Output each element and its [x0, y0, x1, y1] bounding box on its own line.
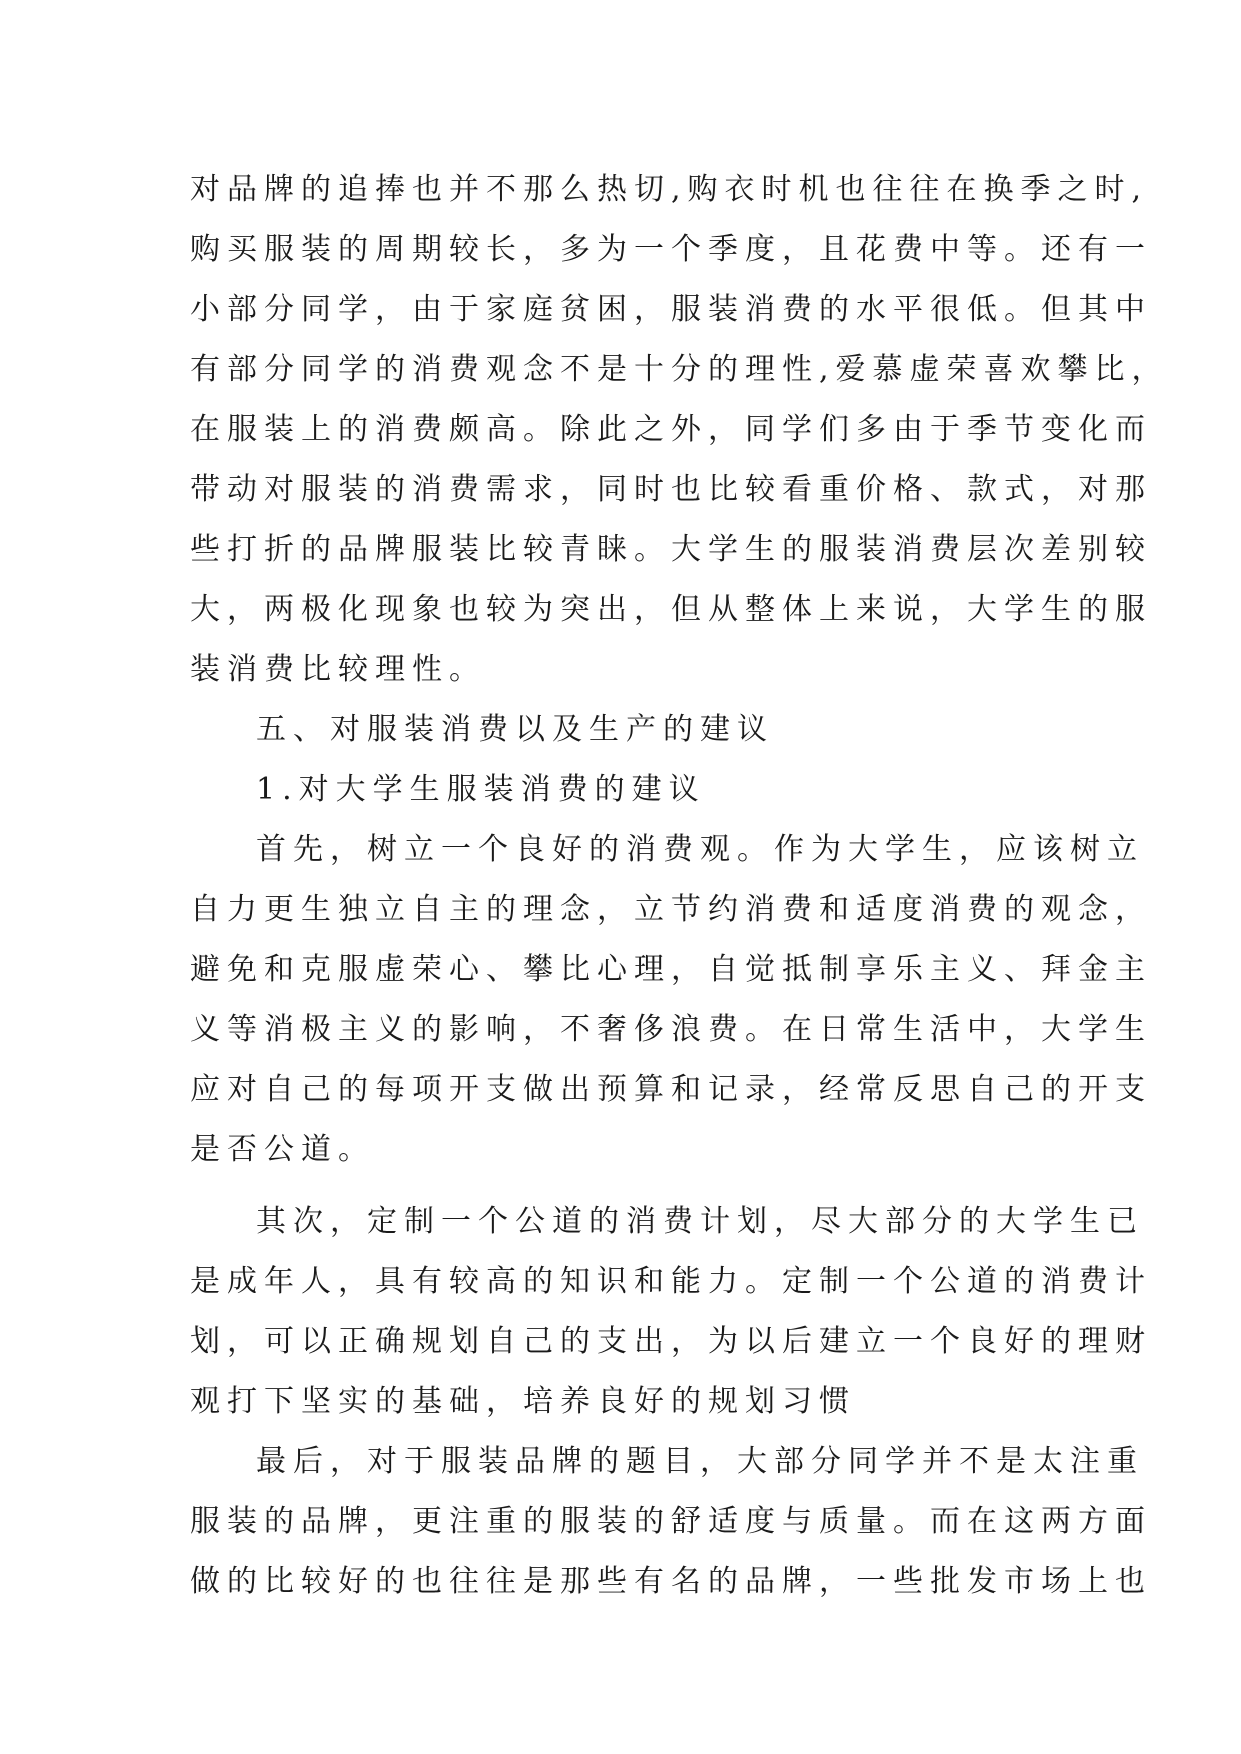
paragraph-first-line: 其次，定制一个公道的消费计划，尽大部分的大学生已 — [256, 1204, 1144, 1239]
text-line: 观打下坚实的基础，培养良好的规划习惯 — [190, 1384, 856, 1419]
text-line: 避免和克服虚荣心、攀比心理，自觉抵制享乐主义、拜金主 — [190, 952, 1152, 987]
text-line: 小部分同学，由于家庭贫困，服装消费的水平很低。但其中 — [190, 292, 1152, 327]
text-line: 做的比较好的也往往是那些有名的品牌，一些批发市场上也 — [190, 1564, 1152, 1599]
text-line: 对品牌的追捧也并不那么热切,购衣时机也往往在换季之时, — [190, 172, 1149, 207]
text-line: 是否公道。 — [190, 1132, 375, 1167]
text-line: 大，两极化现象也较为突出，但从整体上来说，大学生的服 — [190, 592, 1152, 627]
section-heading: 五、对服装消费以及生产的建议 — [256, 712, 774, 747]
text-line: 应对自己的每项开支做出预算和记录，经常反思自己的开支 — [190, 1072, 1152, 1107]
paragraph-first-line: 最后，对于服装品牌的题目，大部分同学并不是太注重 — [256, 1444, 1144, 1479]
text-line: 装消费比较理性。 — [190, 652, 486, 687]
text-line: 带动对服装的消费需求，同时也比较看重价格、款式，对那 — [190, 472, 1152, 507]
text-line: 是成年人，具有较高的知识和能力。定制一个公道的消费计 — [190, 1264, 1152, 1299]
text-line: 在服装上的消费颇高。除此之外，同学们多由于季节变化而 — [190, 412, 1152, 447]
text-line: 服装的品牌，更注重的服装的舒适度与质量。而在这两方面 — [190, 1504, 1152, 1539]
paragraph-gap — [190, 1180, 1090, 1192]
text-line: 自力更生独立自主的理念，立节约消费和适度消费的观念， — [190, 892, 1152, 927]
text-line: 划，可以正确规划自己的支出，为以后建立一个良好的理财 — [190, 1324, 1152, 1359]
body-text — [190, 160, 1169, 1612]
text-line: 些打折的品牌服装比较青睐。大学生的服装消费层次差别较 — [190, 532, 1152, 567]
subsection-heading: 1.对大学生服装消费的建议 — [256, 772, 706, 807]
text-line: 购买服装的周期较长，多为一个季度，且花费中等。还有一 — [190, 232, 1152, 267]
paragraph-first-line: 首先，树立一个良好的消费观。作为大学生，应该树立 — [256, 832, 1144, 867]
text-line: 有部分同学的消费观念不是十分的理性,爱慕虚荣喜欢攀比， — [190, 352, 1169, 387]
text-line: 义等消极主义的影响，不奢侈浪费。在日常生活中，大学生 — [190, 1012, 1152, 1047]
